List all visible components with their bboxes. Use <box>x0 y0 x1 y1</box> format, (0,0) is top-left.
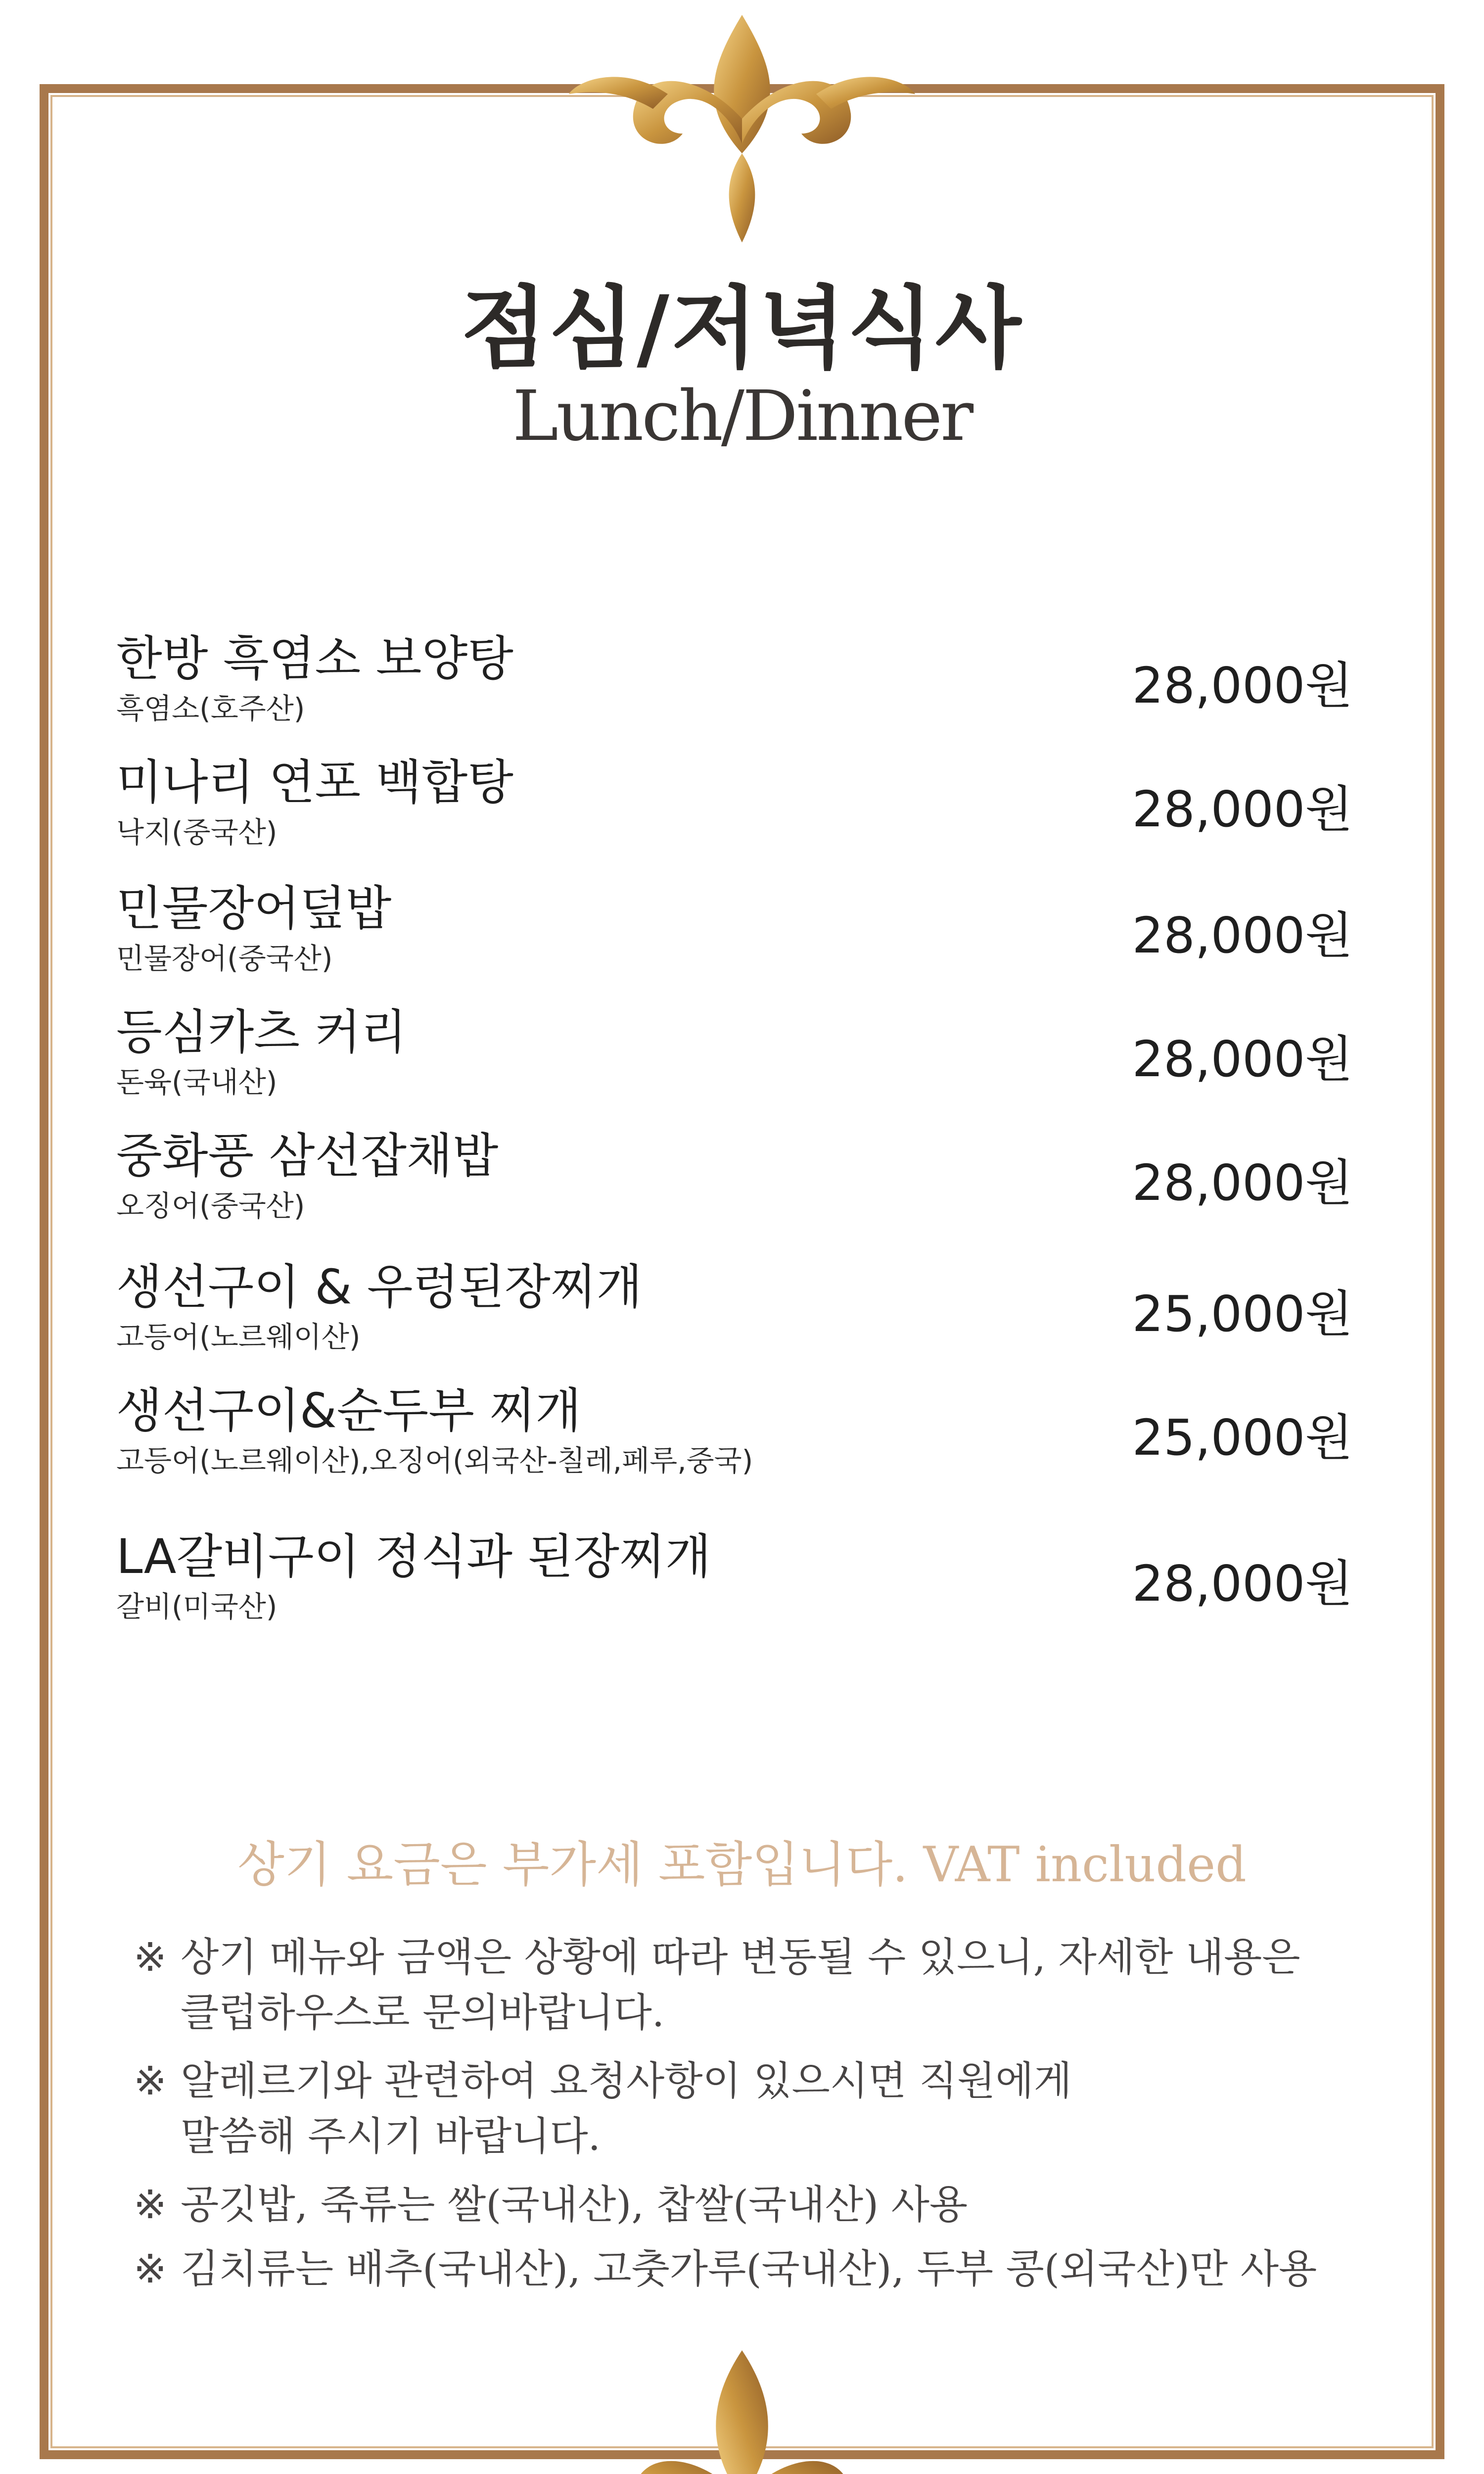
note-line: 공깃밥, 죽류는 쌀(국내산), 찹쌀(국내산) 사용 <box>181 2182 968 2228</box>
reference-mark-icon: ※ <box>134 2182 167 2228</box>
menu-item-name: 민물장어덮밥 <box>116 881 392 936</box>
menu-item-origin: 고등어(노르웨이산),오징어(외국산-칠레,페루,중국) <box>116 1444 753 1477</box>
menu-item <box>116 871 1353 985</box>
menu-item-price: 28,000원 <box>1132 1555 1353 1613</box>
menu-item-price: 28,000원 <box>1132 1154 1353 1212</box>
menu-item <box>116 1373 1353 1487</box>
note-line: 김치류는 배추(국내산), 고춧가루(국내산), 두부 콩(외국산)만 사용 <box>181 2246 1317 2292</box>
menu-item <box>116 621 1353 735</box>
note-item <box>134 2053 1370 2164</box>
note-line: 말씀해 주시기 바랍니다. <box>181 2113 601 2159</box>
menu-item-origin: 고등어(노르웨이산) <box>116 1320 361 1354</box>
menu-item <box>116 1249 1353 1363</box>
menu-item-name: 생선구이 & 우렁된장찌개 <box>116 1259 643 1315</box>
note-line: 상기 메뉴와 금액은 상황에 따라 변동될 수 있으니, 자세한 내용은 <box>181 1934 1300 1980</box>
menu-item-price: 28,000원 <box>1132 780 1353 838</box>
note-line: 클럽하우스로 문의바랍니다. <box>181 1990 665 2036</box>
vat-note: 상기 요금은 부가세 포함입니다. VAT included <box>237 1837 1247 1893</box>
menu-item-price: 25,000원 <box>1132 1285 1353 1343</box>
note-item <box>134 2177 1370 2233</box>
reference-mark-icon: ※ <box>134 1934 167 1980</box>
page-title: 점심/저녁식사 <box>461 277 1023 381</box>
menu-item-price: 25,000원 <box>1132 1409 1353 1467</box>
bottom-ornament-icon <box>549 2335 935 2474</box>
menu-item-price: 28,000원 <box>1132 657 1353 714</box>
menu-item <box>116 745 1353 858</box>
note-line: 알레르기와 관련하여 요청사항이 있으시면 직원에게 <box>181 2058 1072 2104</box>
menu-item-origin: 오징어(중국산) <box>116 1189 305 1223</box>
menu-item-price: 28,000원 <box>1132 906 1353 964</box>
menu-item <box>116 995 1353 1108</box>
menu-item-name: LA갈비구이 정식과 된장찌개 <box>116 1529 711 1584</box>
reference-mark-icon: ※ <box>134 2246 167 2292</box>
note-item <box>134 1930 1370 2041</box>
menu-item-name: 중화풍 삼선잡채밥 <box>116 1128 499 1184</box>
menu-item-origin: 흑염소(호주산) <box>116 692 305 725</box>
page-subtitle: Lunch/Dinner <box>512 376 972 457</box>
menu-item-name: 미나리 연포 백합탕 <box>116 755 513 810</box>
menu-item-origin: 민물장어(중국산) <box>116 942 333 975</box>
menu-item-name: 등심카츠 커리 <box>116 1004 407 1060</box>
reference-mark-icon: ※ <box>134 2058 167 2104</box>
menu-item-price: 28,000원 <box>1132 1030 1353 1088</box>
menu-item-origin: 갈비(미국산) <box>116 1590 278 1623</box>
menu-item-origin: 돈육(국내산) <box>116 1065 278 1099</box>
menu-item-name: 생선구이&순두부 찌개 <box>116 1383 581 1438</box>
menu-item <box>116 1118 1353 1232</box>
menu-item-origin: 낙지(중국산) <box>116 815 278 849</box>
note-item <box>134 2241 1370 2297</box>
menu-item-name: 한방 흑염소 보양탕 <box>116 631 513 686</box>
menu-item <box>116 1519 1353 1633</box>
